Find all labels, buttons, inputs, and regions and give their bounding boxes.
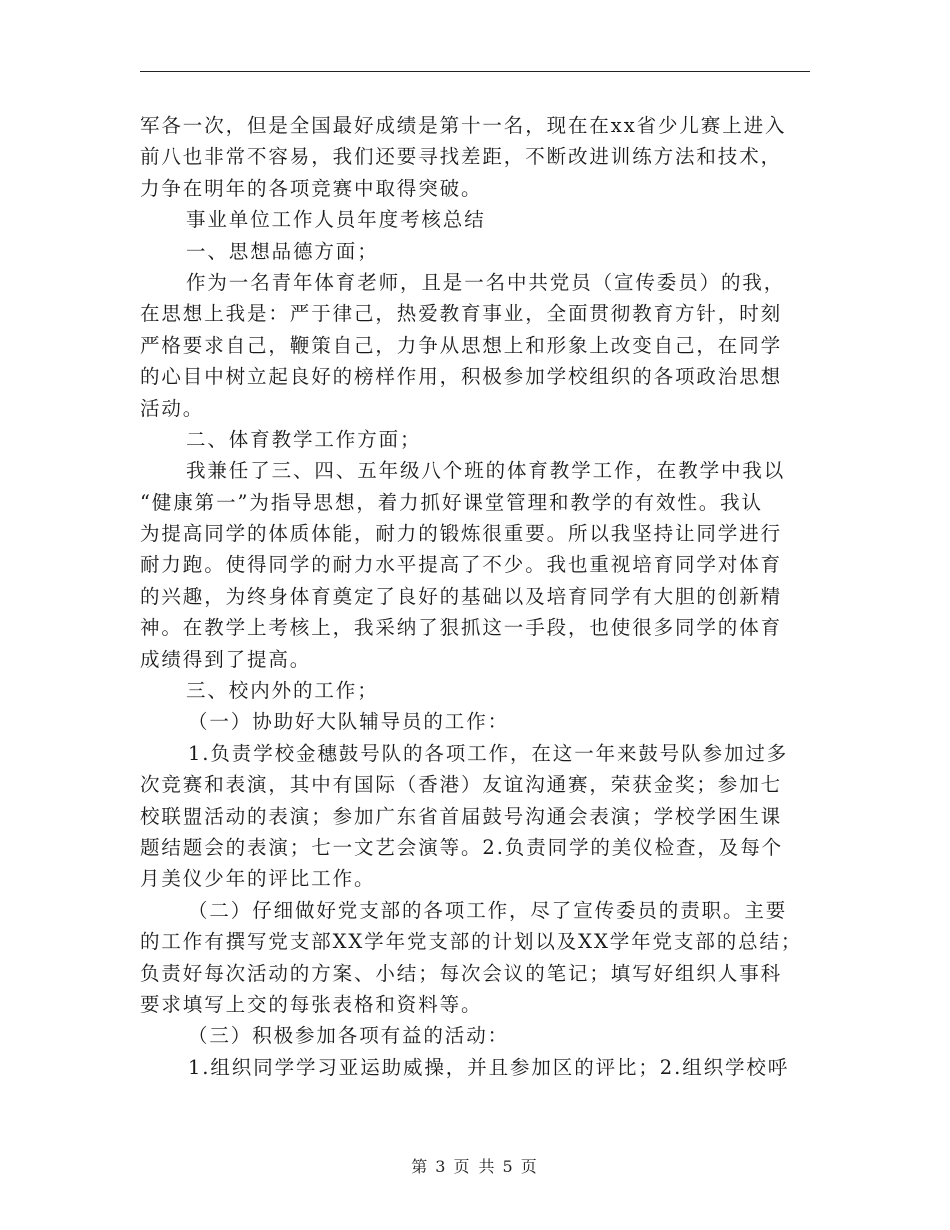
text-line: 我兼任了三、四、五年级八个班的体育教学工作，在教学中我以 [186, 459, 786, 483]
text-line: 题结题会的表演；七一文艺会演等。2.负责同学的美仪检查，及每个 [140, 835, 784, 859]
text-line: 校联盟活动的表演；参加广东省首届鼓号沟通会表演；学校学困生课 [140, 804, 783, 828]
section-title: 事业单位工作人员年度考核总结 [186, 208, 486, 232]
text-line: 月美仪少年的评比工作。 [140, 867, 376, 891]
text-line: 活动。 [140, 396, 205, 420]
text-line: 严格要求自己，鞭策自己，力争从思想上和形象上改变自己，在同学 [140, 333, 783, 357]
page-footer [0, 1154, 950, 1177]
subsection-heading: （二）仔细做好党支部的各项工作，尽了宣传委员的责职。主要 [188, 898, 788, 922]
text-line: 力争在明年的各项竞赛中取得突破。 [140, 176, 483, 200]
text-line: 为提高同学的体质体能，耐力的锻炼很重要。所以我坚持让同学进行 [140, 522, 783, 546]
page-total: 5 [502, 1157, 515, 1176]
text-line: 次竞赛和表演，其中有国际（香港）友谊沟通赛，荣获金奖；参加七 [140, 773, 783, 797]
text-line: 的心目中树立起良好的榜样作用，积极参加学校组织的各项政治思想 [140, 365, 783, 389]
subsection-heading: （三）积极参加各项有益的活动： [188, 1024, 510, 1048]
text-line: 要求填写上交的每张表格和资料等。 [140, 992, 483, 1016]
subsection-heading: （一）协助好大队辅导员的工作： [188, 710, 510, 734]
text-line: 的兴趣，为终身体育奠定了良好的基础以及培育同学有大胆的创新精 [140, 584, 783, 608]
page-number: 3 [435, 1157, 448, 1176]
text-line: 的工作有撰写党支部XX学年党支部的计划以及XX学年党支部的总结； [140, 930, 803, 954]
footer-suffix: 页 [520, 1157, 539, 1176]
text-line: 负责好每次活动的方案、小结；每次会议的笔记；填写好组织人事科 [140, 961, 783, 985]
text-line: 耐力跑。使得同学的耐力水平提高了不少。我也重视培育同学对体育 [140, 553, 783, 577]
section-heading: 一、思想品德方面； [186, 239, 379, 263]
text-line: 神。在教学上考核上，我采纳了狠抓这一手段，也使很多同学的体育 [140, 616, 783, 640]
text-line: 1.负责学校金穗鼓号队的各项工作，在这一年来鼓号队参加过多 [188, 741, 789, 765]
text-line: 前八也非常不容易，我们还要寻找差距，不断改进训练方法和技术， [140, 145, 783, 169]
text-line: 军各一次，但是全国最好成绩是第十一名，现在在xx省少儿赛上进入 [140, 114, 787, 137]
header-rule [140, 71, 810, 72]
text-line: 成绩得到了提高。 [140, 647, 312, 671]
text-line: 在思想上我是：严于律己，热爱教育事业，全面贯彻教育方针，时刻 [140, 302, 783, 326]
section-heading: 二、体育教学工作方面； [186, 427, 422, 451]
text-line: 1.组织同学学习亚运助威操，并且参加区的评比；2.组织学校呼 [188, 1055, 790, 1079]
section-heading: 三、校内外的工作； [186, 679, 379, 703]
text-line: “健康第一”为指导思想，着力抓好课堂管理和教学的有效性。我认 [140, 490, 763, 514]
text-line: 作为一名青年体育老师，且是一名中共党员（宣传委员）的我， [186, 270, 786, 294]
footer-middle: 页 共 [453, 1157, 497, 1176]
footer-prefix: 第 [411, 1157, 430, 1176]
document-body [140, 110, 812, 1083]
